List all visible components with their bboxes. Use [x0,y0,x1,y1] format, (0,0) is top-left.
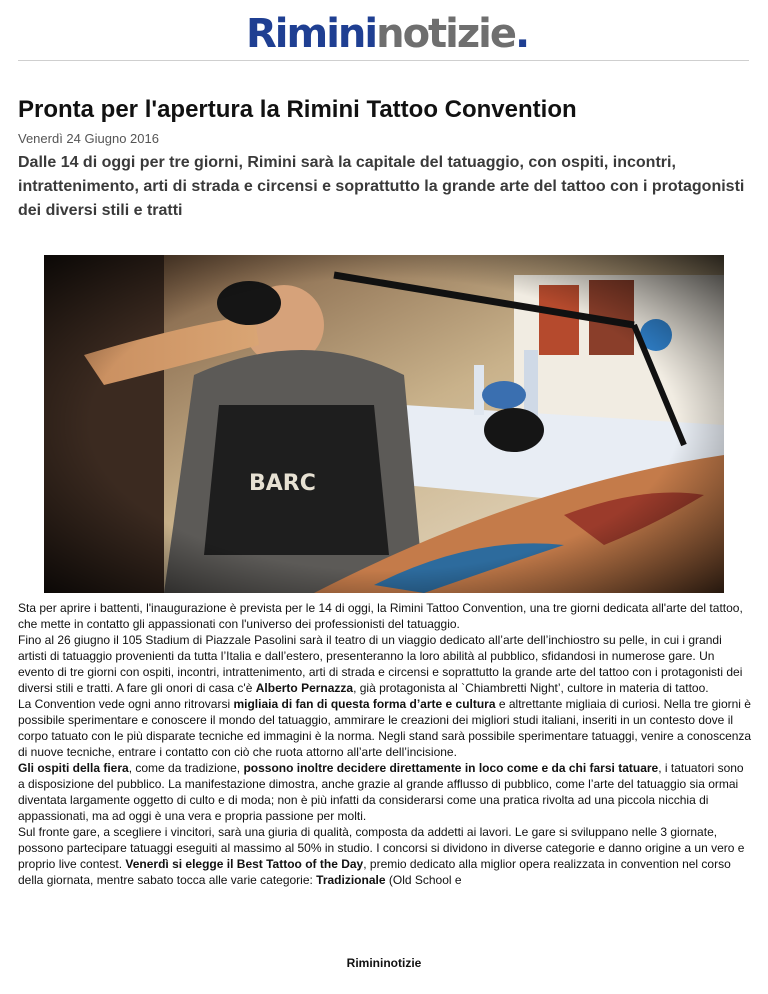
masthead [0,0,768,62]
body-text: (Old School e [385,873,462,887]
body-paragraph-5 [18,824,752,888]
body-bold-text: migliaia di fan di questa forma d’arte e cultura [233,697,496,711]
logo-dot: . [515,11,529,57]
body-bold-text: possono inoltre decidere direttamente in loco come e da chi farsi tatuare [243,761,659,775]
body-bold-text: Venerdì si elegge il Best Tattoo of the Day [125,857,364,871]
body-text: e altrettante migliaia di curiosi. Nella tre giorni è possibile sperimentare e conoscere il mondo del tatuaggio, ammirare le creazioni dei migliori studi italiani, inseriti in un contesto dove il corpo tatuato con le più disparate tecniche ed immagini è la norma. Negli stand sarà possibile sperimentare tatuaggi, venire a conoscenza di nuove tecniche, entrare i contatto con ciò che ruota attorno all’arte dell’incisione. [18,697,752,759]
body-bold-text: Alberto Pernazza [255,681,354,695]
photo-illustration [44,255,724,593]
body-text: , i tatuatori sono a disposizione del pubblico. La manifestazione dimostra, anche grazie al grande afflusso di pubblico, come l’arte del tatuaggio sia ormai diventata largamente oggetto di culto e di moda; non è più infatti da considerarsi come una pratica rivolta ad una piccola nicchia di appassionati, ma ad oggi è una vera e propria passione per molti. [18,761,744,823]
article-photo [44,255,724,593]
body-paragraph-1 [18,600,752,632]
body-paragraph-3 [18,696,752,760]
logo-primary: Rimini [246,11,377,57]
body-text: Fino al 26 giugno il 105 Stadium di Piazzale Pasolini sarà il teatro di un viaggio dedicato all’arte dell’inchiostro su pelle, in cui i grandi artisti di tatuaggio provenienti da tutta l’Italia e dall’estero, presenteranno la loro abilità al pubblico, sfidandosi in numerose gare. Un evento di tre giorni con ospiti, incontri, intrattenimento, arti di strada e circensi e soprattutto la grande arte del tattoo con i protagonisti dei diversi stili e tratti. A fare gli onori di casa c'è [18,633,743,695]
body-bold-text: Tradizionale [316,873,386,887]
body-text: Sta per aprire i battenti, l'inaugurazione è prevista per le 14 di oggi, la Rimini Tattoo Convention, una tre giorni dedicata all'arte del tattoo, che mette in contatto gli appassionati con l'universo dei professionisti del tatuaggio. [18,601,743,631]
article-title: Pronta per l'apertura la Rimini Tattoo Convention [18,96,577,123]
page-footer: Rimininotizie [346,956,422,970]
article-date: Venerdì 24 Giugno 2016 [18,131,159,146]
body-paragraph-2 [18,632,752,696]
site-logo[interactable] [246,8,528,60]
body-paragraph-4 [18,760,752,824]
article-lead: Dalle 14 di oggi per tre giorni, Rimini sarà la capitale del tatuaggio, con ospiti, incontri, intrattenimento, arti di strada e circensi e soprattutto la grande arte del tattoo con i protagonisti dei diversi stili e tratti [18,154,745,219]
logo-secondary: notizie [376,11,516,57]
body-text: Sul fronte gare, a scegliere i vincitori, sarà una giuria di qualità, composta da addetti ai lavori. Le gare si sviluppano nelle 3 giornate, possono partecipare tatuaggi eseguiti al massimo al 50% in studio. I concorsi si dividono in diverse categorie e danno origine a un vero e proprio live contest. [18,825,745,871]
body-text: , premio dedicato alla miglior opera realizzata in convention nel corso della giornata, mentre sabato tocca alle varie categorie: [18,857,731,887]
body-bold-text: Gli ospiti della fiera [18,761,129,775]
body-text: , come da tradizione, [128,761,244,775]
header-divider [18,60,749,61]
body-text: La Convention vede ogni anno ritrovarsi [18,697,234,711]
article-body [18,600,752,888]
body-text: , già protagonista al `Chiambretti Night’, cultore in materia di tattoo. [353,681,709,695]
